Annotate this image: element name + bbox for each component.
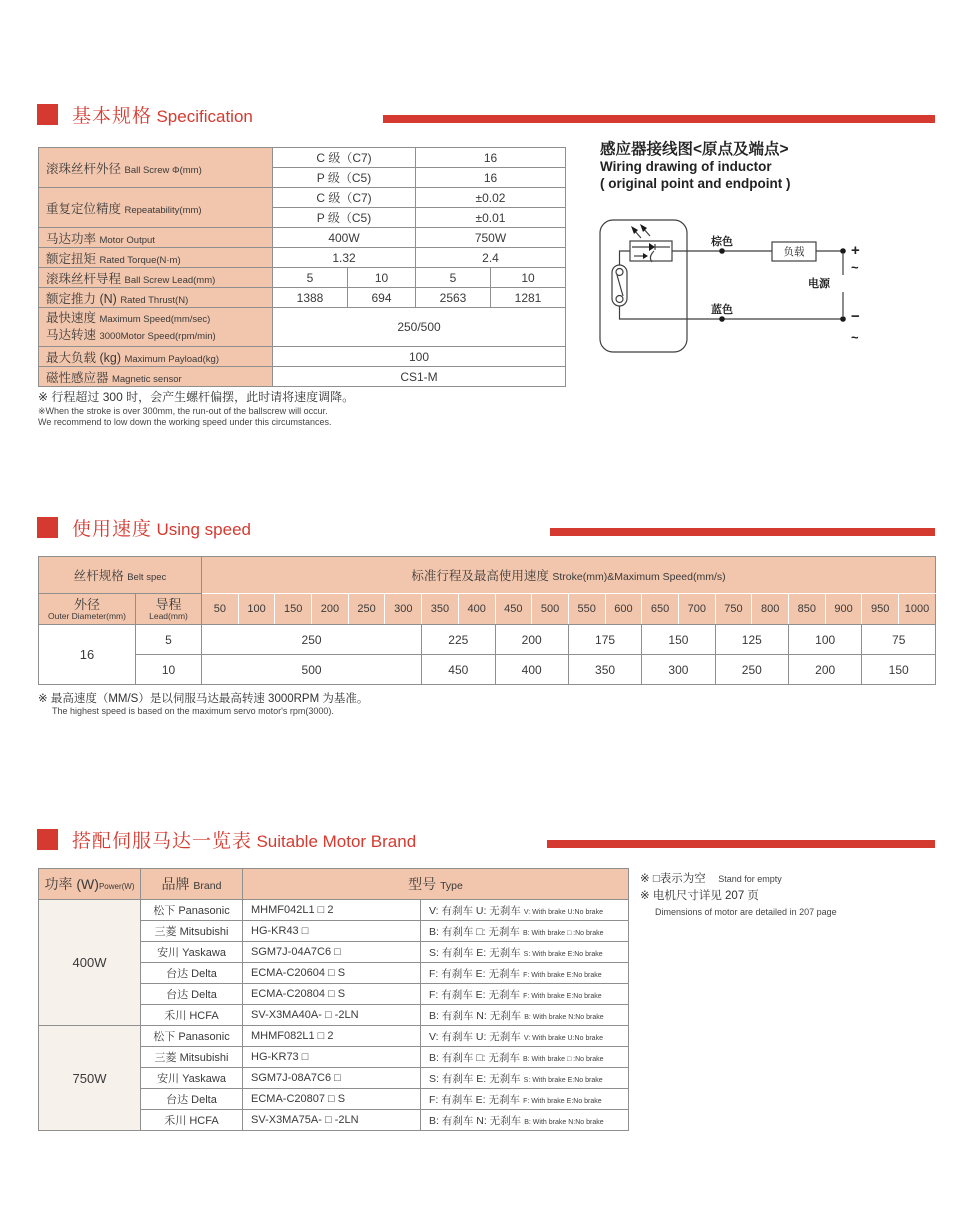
spec-grade: C 级（C7) xyxy=(273,148,416,168)
motor-table xyxy=(38,868,629,1131)
speed-value: 225 xyxy=(422,625,495,655)
brand-header: 品牌 Brand xyxy=(141,869,243,900)
brand-cell: 三菱 Mitsubishi xyxy=(141,1047,243,1068)
motor-note-2: ※ 电机尺寸详见 207 页 xyxy=(640,890,759,902)
section-title xyxy=(72,826,416,853)
stroke-col-header: 600 xyxy=(605,594,642,625)
wire-node xyxy=(840,248,846,254)
speed-value: 250 xyxy=(202,625,422,655)
brand-cell: 松下 Panasonic xyxy=(141,1026,243,1047)
speed-value: 350 xyxy=(568,655,641,685)
wire-node xyxy=(840,316,846,322)
table-row xyxy=(39,347,566,367)
speed-value: 400 xyxy=(495,655,568,685)
table-row xyxy=(39,557,936,594)
stroke-col-header: 750 xyxy=(715,594,752,625)
model-cell: MHMF042L1 □ 2 xyxy=(243,900,421,921)
spec-value: 5 xyxy=(273,268,348,288)
section-rule xyxy=(383,115,935,123)
type-cell: B: 有刹车 □: 无刹车 B: With brake □ :No brake xyxy=(421,921,629,942)
model-cell: HG-KR73 □ xyxy=(243,1047,421,1068)
spec-value: 694 xyxy=(348,288,416,308)
spec-note-en2: We recommend to low down the working speed under this circumstances. xyxy=(38,417,332,427)
spec-value: CS1-M xyxy=(273,367,566,387)
model-cell: SGM7J-04A7C6 □ xyxy=(243,942,421,963)
table-row xyxy=(39,655,936,685)
stroke-col-header: 450 xyxy=(495,594,532,625)
table-row xyxy=(39,288,566,308)
spec-grade: P 级（C5) xyxy=(273,168,416,188)
stroke-col-header: 200 xyxy=(312,594,349,625)
table-row xyxy=(39,869,629,900)
wire-label-brown: 棕色 xyxy=(711,236,733,248)
stroke-col-header: 500 xyxy=(532,594,569,625)
stroke-col-header: 850 xyxy=(789,594,826,625)
spec-value: ±0.02 xyxy=(416,188,566,208)
power-header: 功率 (W)Power(W) xyxy=(39,869,141,900)
section-title-en: Using speed xyxy=(156,519,251,539)
section-title-zh: 基本规格 xyxy=(72,105,153,127)
stroke-col-header: 650 xyxy=(642,594,679,625)
model-cell: MHMF082L1 □ 2 xyxy=(243,1026,421,1047)
lead-header: 导程 Lead(mm) xyxy=(136,594,202,625)
table-row xyxy=(39,594,936,625)
stroke-col-header: 250 xyxy=(348,594,385,625)
power-value: 400W xyxy=(39,900,141,1026)
spec-label: 滚珠丝杆外径 Ball Screw Φ(mm) xyxy=(39,148,273,188)
model-cell: SV-X3MA75A- □ -2LN xyxy=(243,1110,421,1131)
spec-label: 滚珠丝杆导程 Ball Screw Lead(mm) xyxy=(39,268,273,288)
spec-value: 10 xyxy=(491,268,566,288)
section-speed-header xyxy=(37,516,251,538)
section-title-en: Specification xyxy=(156,106,253,126)
spec-grade: C 级（C7) xyxy=(273,188,416,208)
wire-node xyxy=(719,316,725,322)
section-title xyxy=(72,514,251,541)
spec-value: 400W xyxy=(273,228,416,248)
stroke-col-header: 800 xyxy=(752,594,789,625)
section-motor-header xyxy=(37,828,416,850)
brand-cell: 台达 Delta xyxy=(141,1089,243,1110)
table-row xyxy=(39,148,566,168)
speed-value: 450 xyxy=(422,655,495,685)
brand-cell: 台达 Delta xyxy=(141,984,243,1005)
speed-value: 200 xyxy=(789,655,862,685)
stroke-col-header: 400 xyxy=(458,594,495,625)
spec-value: 1281 xyxy=(491,288,566,308)
type-cell: V: 有刹车 U: 无刹车 V: With brake U:No brake xyxy=(421,900,629,921)
type-cell: V: 有刹车 U: 无刹车 V: With brake U:No brake xyxy=(421,1026,629,1047)
speed-value: 150 xyxy=(642,625,715,655)
table-row xyxy=(39,268,566,288)
motor-note-1: ※ □表示为空 Stand for empty xyxy=(640,873,782,885)
wire-label-blue: 蓝色 xyxy=(711,304,733,316)
stroke-col-header: 150 xyxy=(275,594,312,625)
table-row xyxy=(39,248,566,268)
type-cell: F: 有刹车 E: 无刹车 F: With brake E:No brake xyxy=(421,963,629,984)
model-cell: ECMA-C20604 □ S xyxy=(243,963,421,984)
ac-symbol-bottom: ~ xyxy=(851,330,859,345)
spec-note-en1: ※When the stroke is over 300mm, the run-out of the ballscrew will occur. xyxy=(38,406,328,416)
brand-cell: 安川 Yaskawa xyxy=(141,1068,243,1089)
table-row xyxy=(39,1026,629,1047)
spec-value: 2.4 xyxy=(416,248,566,268)
table-row xyxy=(39,900,629,921)
wiring-diagram-title: 感应器接线图<原点及端点> Wiring drawing of inductor ( original point and endpoint ) xyxy=(600,141,791,192)
lead-value: 10 xyxy=(136,655,202,685)
spec-label: 重复定位精度 Repeatability(mm) xyxy=(39,188,273,228)
sensor-body xyxy=(600,220,687,352)
spec-value: 750W xyxy=(416,228,566,248)
type-cell: S: 有刹车 E: 无刹车 S: With brake E:No brake xyxy=(421,1068,629,1089)
section-rule xyxy=(550,528,935,536)
table-row xyxy=(39,308,566,347)
spec-value: 5 xyxy=(416,268,491,288)
type-cell: F: 有刹车 E: 无刹车 F: With brake E:No brake xyxy=(421,1089,629,1110)
spec-value: ±0.01 xyxy=(416,208,566,228)
stroke-header: 标准行程及最高使用速度 Stroke(mm)&Maximum Speed(mm/s) xyxy=(202,557,936,594)
stroke-col-header: 300 xyxy=(385,594,422,625)
section-marker-icon xyxy=(37,517,58,538)
spec-value: 16 xyxy=(416,168,566,188)
wiring-diagram xyxy=(590,216,960,361)
minus-terminal: − xyxy=(851,308,860,325)
brand-cell: 禾川 HCFA xyxy=(141,1005,243,1026)
table-row xyxy=(39,367,566,387)
type-cell: B: 有刹车 N: 无刹车 B: With brake N:No brake xyxy=(421,1005,629,1026)
speed-value: 75 xyxy=(862,625,936,655)
brand-cell: 松下 Panasonic xyxy=(141,900,243,921)
type-cell: B: 有刹车 □: 无刹车 B: With brake □ :No brake xyxy=(421,1047,629,1068)
outer-diameter-header: 外径 Outer Diameter(mm) xyxy=(39,594,136,625)
speed-value: 175 xyxy=(568,625,641,655)
speed-value: 200 xyxy=(495,625,568,655)
model-cell: SV-X3MA40A- □ -2LN xyxy=(243,1005,421,1026)
spec-label: 额定扭矩 Rated Torque(N·m) xyxy=(39,248,273,268)
brand-cell: 台达 Delta xyxy=(141,963,243,984)
speed-value: 300 xyxy=(642,655,715,685)
spec-value: 100 xyxy=(273,347,566,367)
section-marker-icon xyxy=(37,104,58,125)
wire-node xyxy=(719,248,725,254)
type-header: 型号 Type xyxy=(243,869,629,900)
ac-symbol-top: ~ xyxy=(851,260,859,275)
spec-label: 马达功率 Motor Output xyxy=(39,228,273,248)
speed-value: 250 xyxy=(715,655,788,685)
spec-label: 最大负载 (kg) Maximum Payload(kg) xyxy=(39,347,273,367)
model-cell: ECMA-C20807 □ S xyxy=(243,1089,421,1110)
stroke-col-header: 1000 xyxy=(899,594,936,625)
stroke-col-header: 950 xyxy=(862,594,899,625)
plus-terminal: + xyxy=(851,242,860,259)
brand-cell: 禾川 HCFA xyxy=(141,1110,243,1131)
power-label: 电源 xyxy=(808,278,830,290)
section-title-en: Suitable Motor Brand xyxy=(256,831,417,851)
stroke-col-header: 700 xyxy=(678,594,715,625)
section-rule xyxy=(547,840,935,848)
spec-value: 1388 xyxy=(273,288,348,308)
stroke-col-header: 350 xyxy=(422,594,459,625)
speed-value: 100 xyxy=(789,625,862,655)
type-cell: B: 有刹车 N: 无刹车 B: With brake N:No brake xyxy=(421,1110,629,1131)
stroke-col-header: 50 xyxy=(202,594,239,625)
table-row xyxy=(39,188,566,208)
section-spec-header xyxy=(37,103,253,125)
table-row xyxy=(39,228,566,248)
spec-value: 2563 xyxy=(416,288,491,308)
model-cell: HG-KR43 □ xyxy=(243,921,421,942)
section-marker-icon xyxy=(37,829,58,850)
speed-note-zh: ※ 最高速度（MM/S）是以伺服马达最高转速 3000RPM 为基准。 xyxy=(38,693,369,705)
table-row xyxy=(39,625,936,655)
spec-table xyxy=(38,147,566,387)
motor-note-2-en: Dimensions of motor are detailed in 207 page xyxy=(655,907,837,917)
brand-cell: 三菱 Mitsubishi xyxy=(141,921,243,942)
stroke-col-header: 900 xyxy=(825,594,862,625)
speed-value: 125 xyxy=(715,625,788,655)
speed-value: 500 xyxy=(202,655,422,685)
spec-label: 最快速度 Maximum Speed(mm/sec) 马达转速 3000Motor Speed(rpm/min) xyxy=(39,308,273,347)
spec-label: 额定推力 (N) Rated Thrust(N) xyxy=(39,288,273,308)
section-title-zh: 搭配伺服马达一览表 xyxy=(72,830,253,852)
speed-table xyxy=(38,556,936,685)
spec-grade: P 级（C5) xyxy=(273,208,416,228)
model-cell: SGM7J-08A7C6 □ xyxy=(243,1068,421,1089)
outer-diameter-value: 16 xyxy=(39,625,136,685)
brand-cell: 安川 Yaskawa xyxy=(141,942,243,963)
belt-spec-header: 丝杆规格 Belt spec xyxy=(39,557,202,594)
model-cell: ECMA-C20804 □ S xyxy=(243,984,421,1005)
type-cell: F: 有刹车 E: 无刹车 F: With brake E:No brake xyxy=(421,984,629,1005)
section-title-zh: 使用速度 xyxy=(72,518,153,540)
stroke-col-header: 550 xyxy=(568,594,605,625)
speed-value: 150 xyxy=(862,655,936,685)
section-title xyxy=(72,101,253,128)
spec-label: 磁性感应器 Magnetic sensor xyxy=(39,367,273,387)
spec-value: 1.32 xyxy=(273,248,416,268)
spec-value: 10 xyxy=(348,268,416,288)
type-cell: S: 有刹车 E: 无刹车 S: With brake E:No brake xyxy=(421,942,629,963)
speed-note-en: The highest speed is based on the maximum servo motor's rpm(3000). xyxy=(52,706,334,716)
spec-value: 16 xyxy=(416,148,566,168)
power-value: 750W xyxy=(39,1026,141,1131)
spec-note-zh: ※ 行程超过 300 时，会产生螺杆偏摆，此时请将速度调降。 xyxy=(38,390,355,404)
stroke-col-header: 100 xyxy=(238,594,275,625)
lead-value: 5 xyxy=(136,625,202,655)
load-label: 负载 xyxy=(783,246,805,258)
spec-value: 250/500 xyxy=(273,308,566,347)
